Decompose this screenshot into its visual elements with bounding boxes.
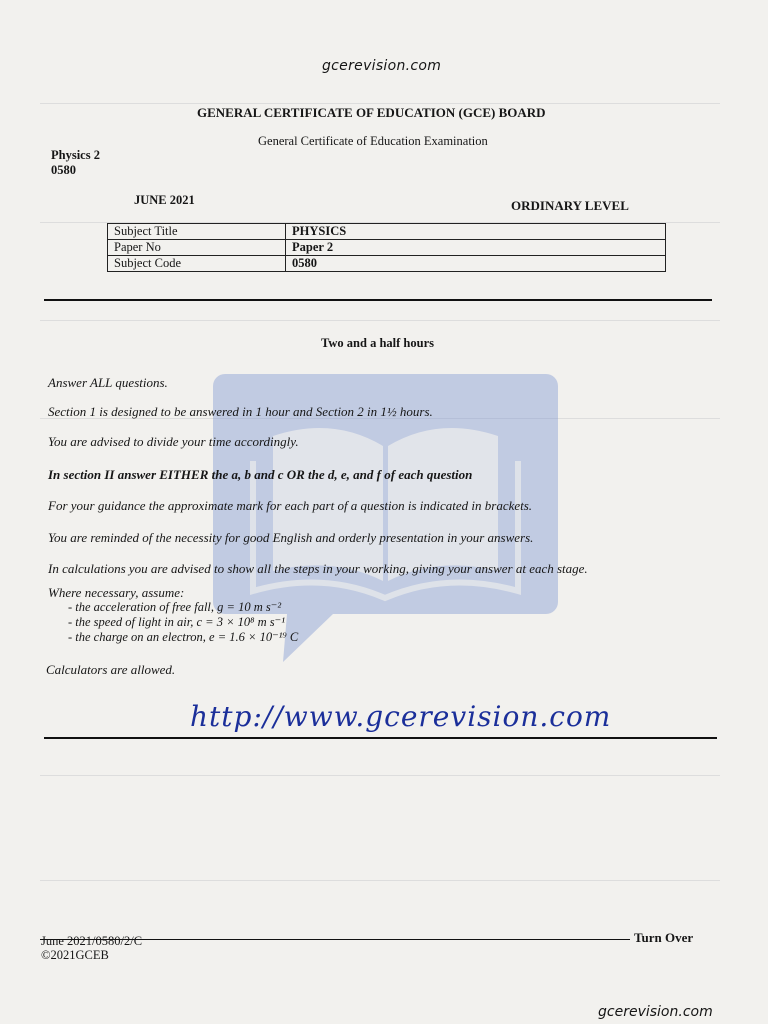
table-cell-value: PHYSICS [286, 224, 666, 240]
instruction-line: Section 1 is designed to be answered in 1 hour and Section 2 in 1½ hours. [48, 404, 433, 419]
footer-left [41, 934, 142, 962]
table-cell-label: Subject Code [108, 256, 286, 272]
calculators-note: Calculators are allowed. [46, 662, 176, 677]
table-cell-label: Paper No [108, 240, 286, 256]
assumption-item: - the acceleration of free fall, g = 10 m s⁻² [68, 600, 282, 614]
board-title: GENERAL CERTIFICATE OF EDUCATION (GCE) BOARD [197, 105, 546, 120]
table-row [108, 224, 666, 240]
instruction-line: In calculations you are advised to show all the steps in your working, giving your answer at each stage. [48, 561, 588, 576]
bleed-through-line [40, 320, 720, 321]
table-cell-label: Subject Title [108, 224, 286, 240]
exam-duration: Two and a half hours [321, 336, 434, 350]
bleed-through-line [40, 880, 720, 881]
site-watermark-bottom: gcerevision.com [598, 1004, 713, 1020]
divider-bottom [44, 737, 717, 739]
turn-over-label: Turn Over [634, 930, 694, 945]
exam-session: JUNE 2021 [134, 193, 195, 207]
subject-code-short: 0580 [51, 163, 76, 177]
handwritten-url: http://www.gcerevision.com [190, 700, 612, 733]
exam-level: ORDINARY LEVEL [511, 198, 629, 213]
copyright: ©2021GCEB [41, 948, 109, 962]
subject-info-table [107, 223, 666, 272]
assumption-item: - the speed of light in air, c = 3 × 10⁸ m s⁻¹ [68, 615, 285, 629]
assumptions-list [68, 600, 298, 645]
table-cell-value: Paper 2 [286, 240, 666, 256]
table-cell-value: 0580 [286, 256, 666, 272]
exam-title: General Certificate of Education Examination [258, 134, 488, 148]
instruction-line: In section II answer EITHER the a, b and c OR the d, e, and f of each question [48, 467, 473, 482]
site-watermark-top: gcerevision.com [322, 58, 442, 74]
assumptions-heading: Where necessary, assume: [48, 585, 185, 600]
assumption-item: - the charge on an electron, e = 1.6 × 10⁻¹⁹ C [68, 630, 299, 644]
paper-code-line: June 2021/0580/2/C [41, 934, 143, 948]
subject-block [51, 148, 100, 178]
subject-short: Physics 2 [51, 148, 100, 162]
table-row [108, 256, 666, 272]
bleed-through-line [40, 775, 720, 776]
instruction-line: For your guidance the approximate mark for each part of a question is indicated in brackets. [48, 498, 533, 513]
bleed-through-line [40, 103, 720, 104]
divider-top [44, 299, 712, 301]
instruction-line: Answer ALL questions. [48, 375, 168, 390]
instruction-line: You are advised to divide your time accordingly. [48, 434, 299, 449]
table-row [108, 240, 666, 256]
instruction-line: You are reminded of the necessity for good English and orderly presentation in your answers. [48, 530, 534, 545]
